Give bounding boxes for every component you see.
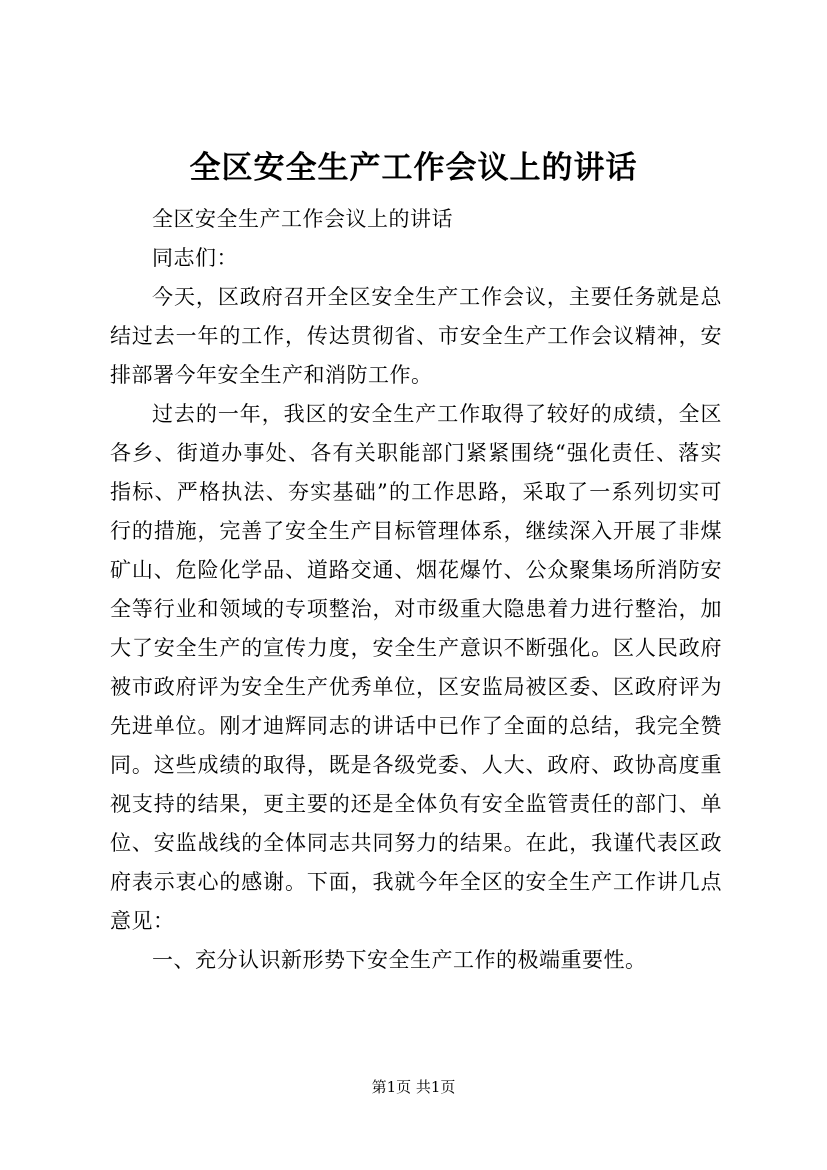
subtitle-paragraph: 全区安全生产工作会议上的讲话: [152, 207, 453, 231]
intro-paragraph: 今天，区政府召开全区安全生产工作会议，主要任务就是总结过去一年的工作，传达贯彻省、市安全生产工作会议精神，安排部署今年安全生产和消防工作。: [110, 285, 722, 387]
review-paragraph: 过去的一年，我区的安全生产工作取得了较好的成绩，全区各乡、街道办事处、各有关职能部门紧紧围绕“强化责任、落实指标、严格执法、夯实基础”的工作思路，采取了一系列切实可行的措施，完善了安全生产目标管理体系，继续深入开展了非煤矿山、危险化学品、道路交通、烟花爆竹、公众聚集场所消防安全等行业和领域的专项整治，对市级重大隐患着力进行整治，加大了安全生产的宣传力度，安全生产意识不断强化。区人民政府被市政府评为安全生产优秀单位，区安监局被区委、区政府评为先进单位。刚才迪辉同志的讲话中已作了全面的总结，我完全赞同。这些成绩的取得，既是各级党委、人大、政府、政协高度重视支持的结果，更主要的还是全体负有安全监管责任的部门、单位、安监战线的全体同志共同努力的结果。在此，我谨代表区政府表示衷心的感谢。下面，我就今年全区的安全生产工作讲几点意见：: [110, 402, 722, 933]
document-body: [110, 200, 722, 980]
page-number-footer: 第1页 共1页: [371, 1078, 456, 1096]
document-title: 全区安全生产工作会议上的讲话: [189, 150, 638, 186]
section-heading-paragraph: 一、充分认识新形势下安全生产工作的极端重要性。: [152, 948, 647, 972]
salutation-paragraph: 同志们：: [152, 246, 238, 270]
